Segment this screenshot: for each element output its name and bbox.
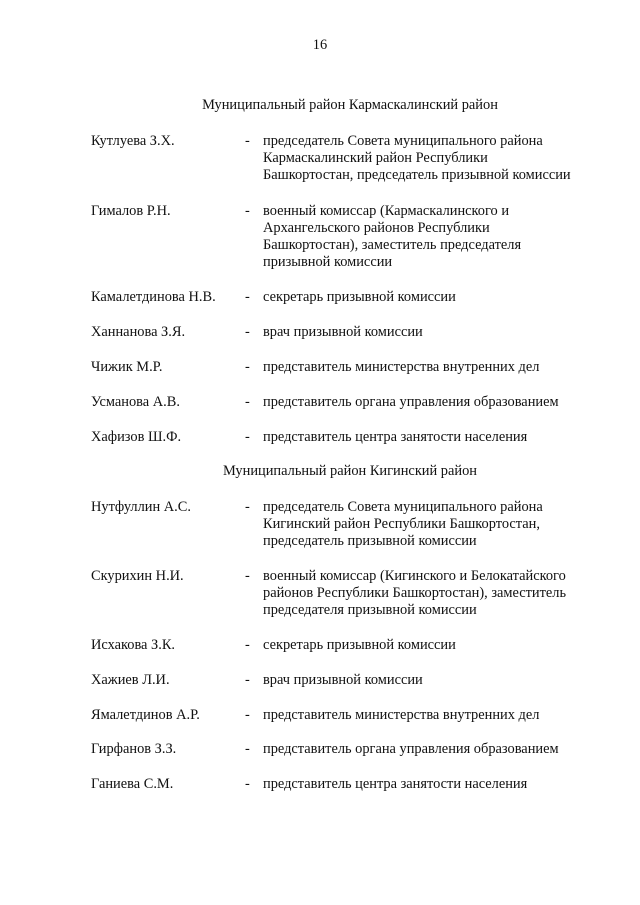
member-name: Усманова А.В. (91, 394, 180, 410)
member-name: Ганиева С.М. (91, 776, 174, 792)
member-name: Кутлуева З.Х. (91, 133, 175, 149)
member-dash: - (245, 707, 250, 723)
member-dash: - (245, 637, 250, 653)
section-heading-kiginsky (0, 463, 640, 480)
member-role: председатель Совета муниципального района Кармаскалинский район Республики Башкортостан, председатель призывной комиссии (263, 133, 571, 183)
member-role: представитель министерства внутренних дел (263, 359, 540, 375)
member-dash: - (245, 499, 250, 515)
member-dash: - (245, 741, 250, 757)
member-name: Чижик М.Р. (91, 359, 163, 375)
section-title: Муниципальный район Кигинский район (222, 463, 477, 479)
member-name: Исхакова З.К. (91, 637, 176, 653)
member-role: секретарь призывной комиссии (263, 637, 456, 653)
member-role: военный комиссар (Кармаскалинского и Архангельского районов Республики Башкортостан), заместитель председателя призывной комиссии (263, 203, 522, 270)
member-name: Хафизов Ш.Ф. (91, 429, 182, 445)
member-dash: - (245, 568, 250, 584)
member-dash: - (245, 672, 250, 688)
member-dash: - (245, 776, 250, 792)
member-role: представитель министерства внутренних дел (263, 707, 540, 723)
member-name: Камалетдинова Н.В. (91, 289, 216, 305)
member-name: Нутфуллин А.С. (91, 499, 191, 515)
member-role: представитель центра занятости населения (263, 776, 528, 792)
member-role: врач призывной комиссии (263, 324, 423, 340)
member-dash: - (245, 133, 250, 149)
section-heading-karmaskalinsky (0, 97, 640, 114)
member-role: представитель органа управления образованием (263, 394, 559, 410)
member-name: Хажиев Л.И. (91, 672, 170, 688)
page-number: 16 (312, 37, 328, 53)
member-name: Ямалетдинов А.Р. (91, 707, 200, 723)
member-name: Гималов Р.Н. (91, 203, 171, 219)
member-role: представитель центра занятости населения (263, 429, 528, 445)
member-role: врач призывной комиссии (263, 672, 423, 688)
member-name: Скурихин Н.И. (91, 568, 184, 584)
member-role: представитель органа управления образованием (263, 741, 559, 757)
member-dash: - (245, 324, 250, 340)
member-role: председатель Совета муниципального района Кигинский район Республики Башкортостан, председатель призывной комиссии (263, 499, 543, 549)
member-name: Гирфанов З.З. (91, 741, 177, 757)
member-role: секретарь призывной комиссии (263, 289, 456, 305)
member-dash: - (245, 289, 250, 305)
member-dash: - (245, 359, 250, 375)
member-dash: - (245, 394, 250, 410)
member-dash: - (245, 429, 250, 445)
member-name: Ханнанова З.Я. (91, 324, 186, 340)
section-title: Муниципальный район Кармаскалинский район (202, 97, 498, 113)
member-dash: - (245, 203, 250, 219)
member-role: военный комиссар (Кигинского и Белокатайского районов Республики Башкортостан), заместитель председателя призывной комиссии (263, 568, 567, 618)
